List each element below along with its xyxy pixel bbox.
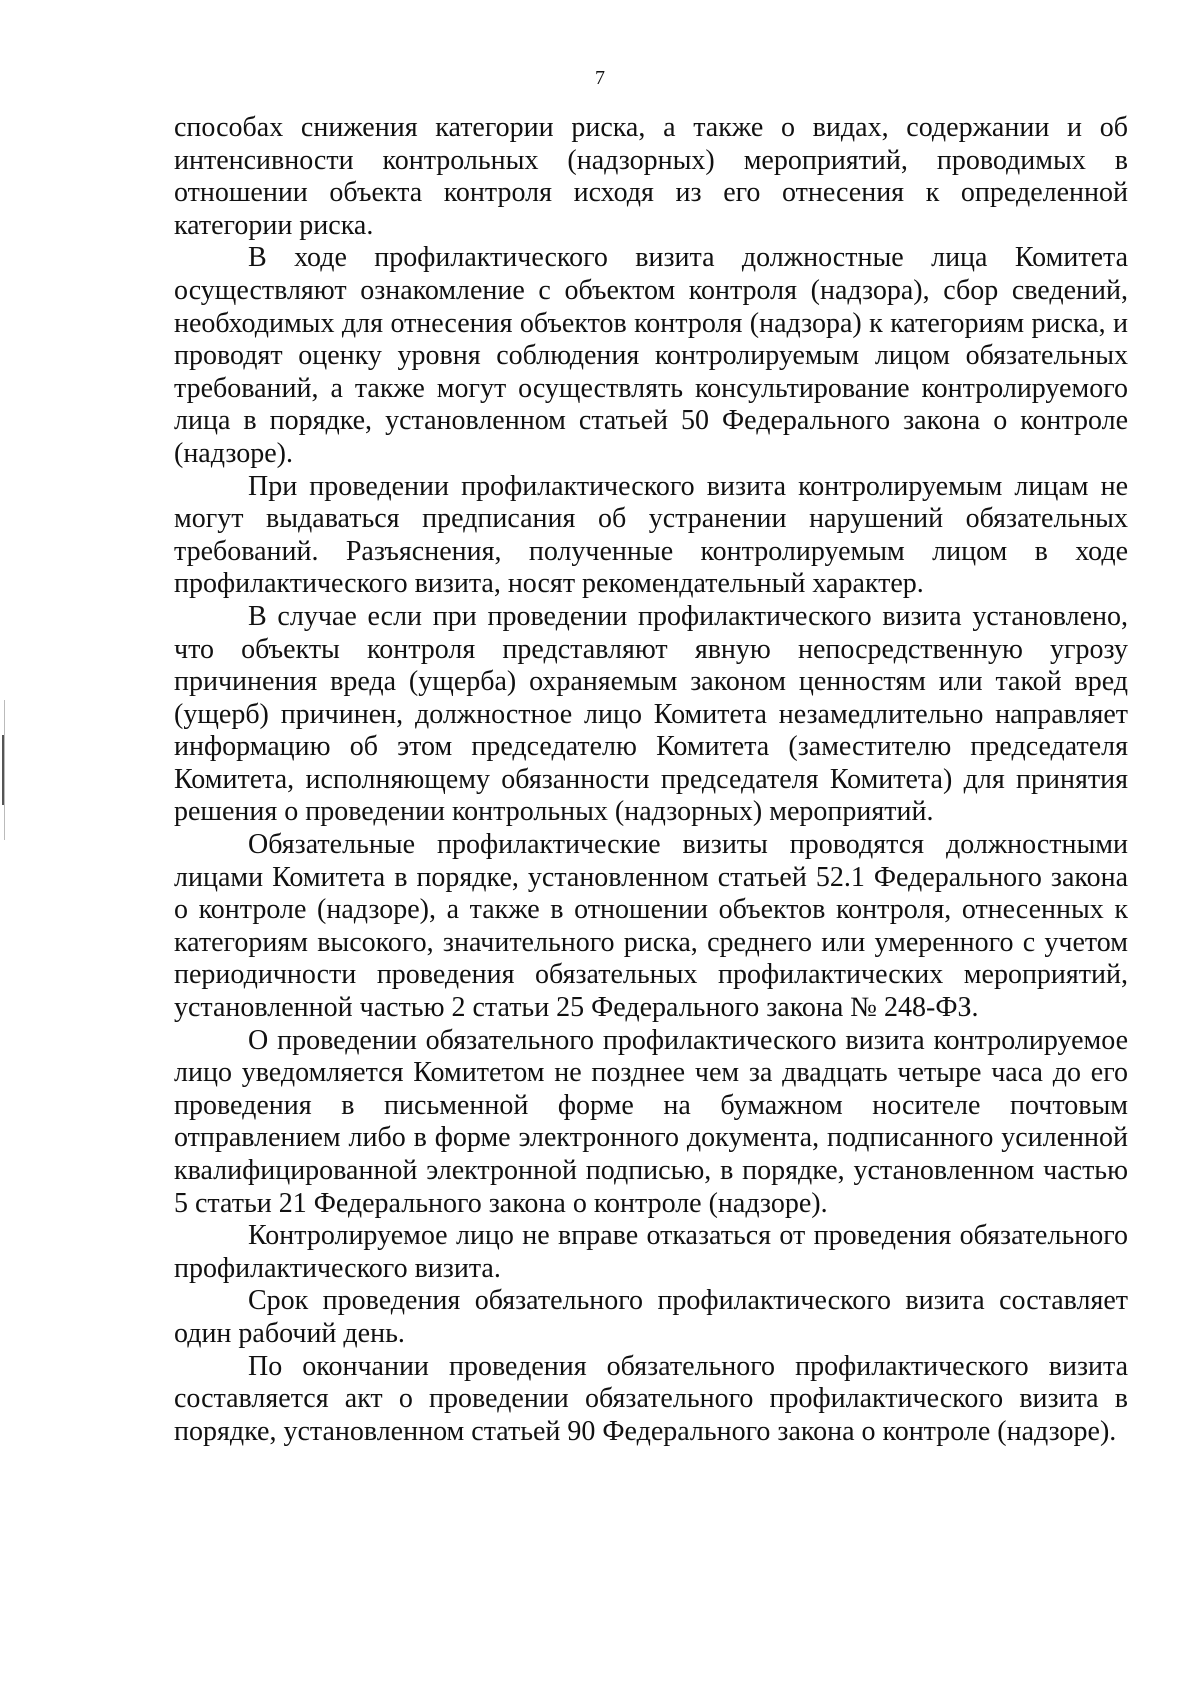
page-number: 7 (595, 67, 605, 89)
paragraph-act: По окончании проведения обязательного профилактического визита составляется акт о проведении обязательного профилактического визита в порядке, установленном статьей 90 Федерального закона о контроле (надзоре). (174, 1350, 1128, 1447)
paragraph-duration: Срок проведения обязательного профилактического визита составляет один рабочий день. (174, 1285, 1128, 1349)
scan-edge-mark-light (4, 700, 5, 840)
paragraph-no-refusal: Контролируемое лицо не вправе отказаться от проведения обязательного профилактического визита. (174, 1220, 1128, 1284)
document-body (174, 112, 1128, 1448)
paragraph-mandatory-visits: Обязательные профилактические визиты проводятся должностными лицами Комитета в порядке, установленном статьей 52.1 Федерального закона о контроле (надзоре), а также в отношении объектов контроля, отнесенных к категориям высокого, значительного риска, среднего или умеренного с учетом периодичности проведения обязательных профилактических мероприятий, установленной частью 2 статьи 25 Федерального закона № 248-ФЗ. (174, 829, 1128, 1024)
scan-edge-mark (2, 735, 4, 805)
paragraph-visit-procedure: В ходе профилактического визита должностные лица Комитета осуществляют ознакомление с объектом контроля (надзора), сбор сведений, необходимых для отнесения объектов контроля (надзора) к категориям риска, и проводят оценку уровня соблюдения контролируемым лицом обязательных требований, а также могут осуществлять консультирование контролируемого лица в порядке, установленном статьей 50 Федерального закона о контроле (надзоре). (174, 242, 1128, 469)
paragraph-no-orders: При проведении профилактического визита контролируемым лицам не могут выдаваться предписания об устранении нарушений обязательных требований. Разъяснения, полученные контролируемым лицом в ходе профилактического визита, носят рекомендательный характер. (174, 470, 1128, 600)
paragraph-notification: О проведении обязательного профилактического визита контролируемое лицо уведомляется Комитетом не позднее чем за двадцать четыре часа до его проведения в письменной форме на бумажном носителе почтовым отправлением либо в форме электронного документа, подписанного усиленной квалифицированной электронной подписью, в порядке, установленном частью 5 статьи 21 Федерального закона о контроле (надзоре). (174, 1024, 1128, 1219)
paragraph-risk-category-info: способах снижения категории риска, а также о видах, содержании и об интенсивности контрольных (надзорных) мероприятий, проводимых в отношении объекта контроля исходя из его отнесения к определенной категории риска. (174, 112, 1128, 241)
paragraph-threat-case: В случае если при проведении профилактического визита установлено, что объекты контроля представляют явную непосредственную угрозу причинения вреда (ущерба) охраняемым законом ценностям или такой вред (ущерб) причинен, должностное лицо Комитета незамедлительно направляет информацию об этом председателю Комитета (заместителю председателя Комитета, исполняющему обязанности председателя Комитета) для принятия решения о проведении контрольных (надзорных) мероприятий. (174, 600, 1128, 828)
